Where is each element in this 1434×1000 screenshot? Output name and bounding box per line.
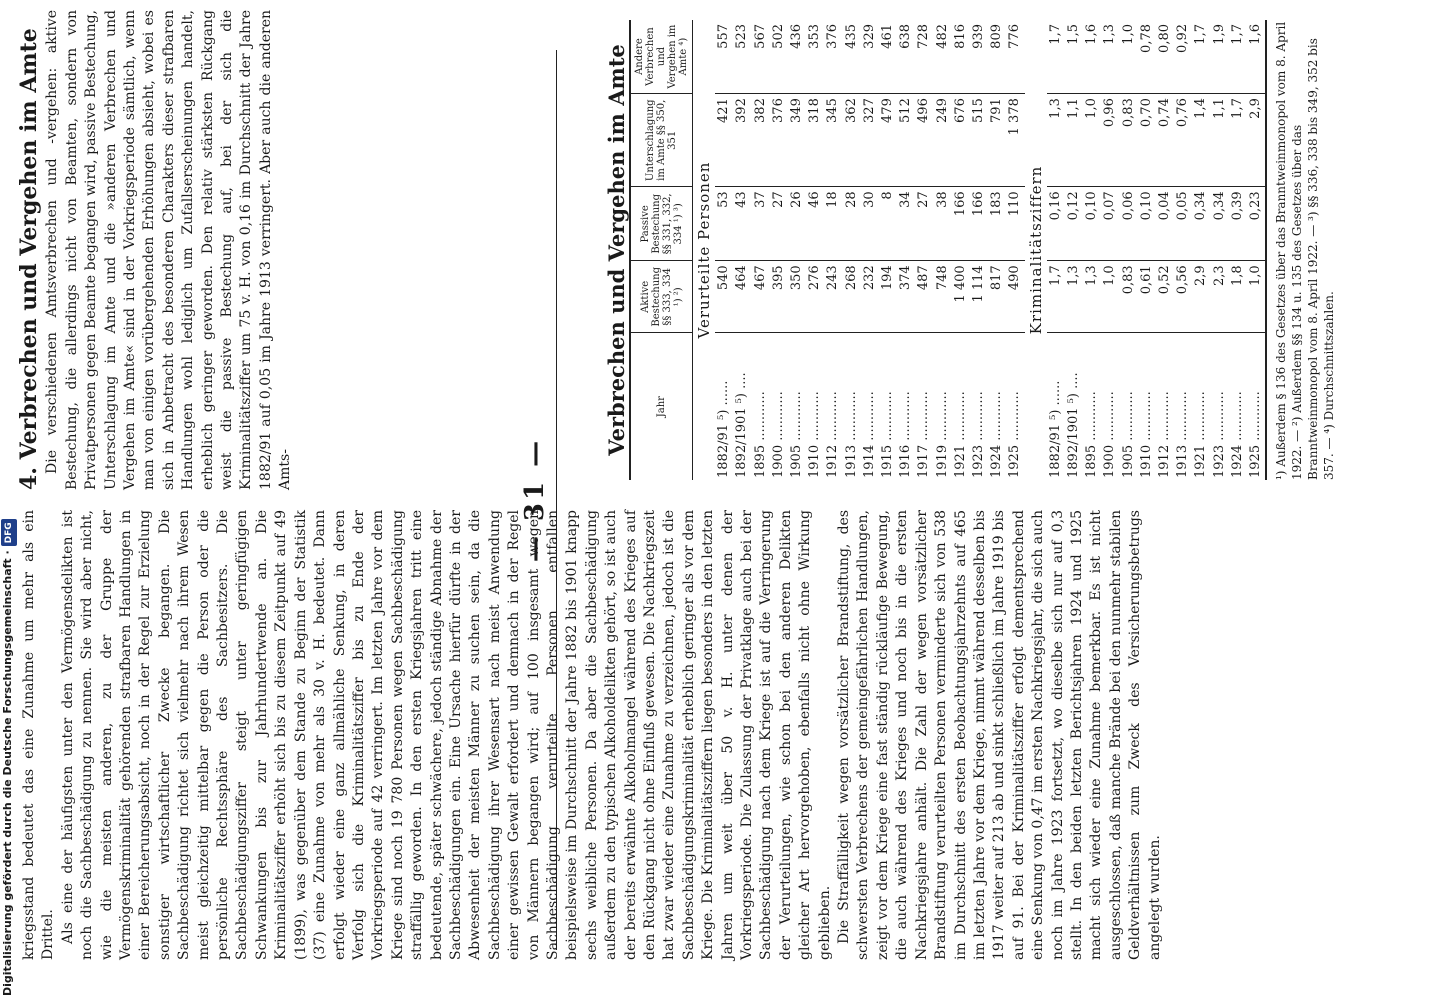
year-cell: 1917 ............ <box>916 391 932 478</box>
value-cell: 776 <box>1006 20 1024 94</box>
statistics-table-block <box>604 20 1337 480</box>
year-cell: 1892/1901 ⁵) .... <box>1066 372 1082 478</box>
value-cell: 490 <box>1006 261 1024 333</box>
digitization-credit <box>0 0 16 1000</box>
table-row <box>770 20 788 480</box>
value-cell: 939 <box>970 20 988 94</box>
value-cell: 1,0 <box>1083 94 1101 187</box>
column-header: Jahr <box>630 333 693 480</box>
value-cell: 1,7 <box>1047 20 1065 94</box>
year-cell: 1900 ............ <box>1102 391 1118 478</box>
value-cell: 34 <box>897 187 915 261</box>
value-cell: 817 <box>988 261 1006 333</box>
right-text-column <box>16 10 296 490</box>
table-row <box>1229 20 1247 480</box>
value-cell: 791 <box>988 94 1006 187</box>
value-cell: 0,92 <box>1174 20 1192 94</box>
value-cell: 395 <box>770 261 788 333</box>
value-cell: 557 <box>715 20 733 94</box>
value-cell: 26 <box>788 187 806 261</box>
paragraph: Die verschiedenen Amtsverbrechen und -vergehen: aktive Bestechung, die allerdings nicht von Beamten, sondern von Privatpersonen gegen Beamte begangen wird, passive Bestechung, Unterschlagung im Amte und die »anderen Verbrechen und Vergehen im Amte« sind in der Vorkriegsperiode sämtlich, wenn man von einigen vorübergehenden Erhöhungen absieht, wobei es sich in Anbetracht des besonderen Charakters dieser strafbaren Handlungen wohl lediglich um Zufallserscheinungen handelt, erheblich geringer geworden. Den relativ stärksten Rückgang weist die passive Bestechung auf, bei der sich die Kriminalitätsziffer um 75 v. H. von 0,16 im Durchschnitt der Jahre 1882/91 auf 0,05 im Jahre 1913 verringert. Aber auch die anderen Amts- <box>44 10 294 490</box>
table-row <box>970 20 988 480</box>
paragraph: Die Straffälligkeit wegen vorsätzlicher Brandstiftung, des schwersten Verbrechens der gemeingefährlichen Handlungen, zeigt vor dem Kriege eine fast ständig rückläufige Bewegung, die auch während des Krieges und noch bis in die ersten Nachkriegsjahre anhält. Die Zahl der wegen vorsätzlicher Brandstiftung verurteilten Personen verminderte sich von 538 im Durchschnitt des ersten Beobachtungsjahrzehnts auf 465 im letzten Jahre vor dem Kriege, nimmt während desselben bis 1917 weiter auf 213 ab und sinkt schließlich im Jahre 1919 bis auf 91. Bei der Kriminalitätsziffer erfolgt dementsprechend eine Senkung von 0,47 im ersten Nachkriegsjahr, die sich auch noch im Jahre 1923 fortsetzt, wo dieselbe sich nur auf 0,3 stellt. In den beiden letzten Berichtsjahren 1924 und 1925 macht sich wieder eine Zunahme bemerkbar. Es ist nicht ausgeschlossen, daß manche Brände bei den nunmehr stabilen Geldverhältnissen zum Zweck des Versicherungsbetrugs angelegt wurden. <box>836 510 1163 960</box>
value-cell: 1,5 <box>1065 20 1083 94</box>
value-cell: 1,1 <box>1065 94 1083 187</box>
value-cell: 0,07 <box>1101 187 1119 261</box>
value-cell: 816 <box>952 20 970 94</box>
table-row <box>1174 20 1192 480</box>
value-cell: 353 <box>806 20 824 94</box>
value-cell: 1,3 <box>1083 261 1101 333</box>
table-row <box>1192 20 1210 480</box>
value-cell: 1 400 <box>952 261 970 333</box>
value-cell: 0,39 <box>1229 187 1247 261</box>
table-row <box>934 20 952 480</box>
year-cell: 1882/91 ⁵) ...... <box>1047 380 1063 478</box>
value-cell: 243 <box>824 261 842 333</box>
credit-text: Digitalisierung gefördert durch die Deutsche Forschungsgemeinschaft · <box>1 550 14 996</box>
value-cell: 43 <box>733 187 751 261</box>
value-cell: 349 <box>788 94 806 187</box>
table-row <box>1006 20 1024 480</box>
value-cell: 8 <box>879 187 897 261</box>
value-cell: 1,3 <box>1047 94 1065 187</box>
value-cell: 1,7 <box>1192 20 1210 94</box>
year-cell: 1919 ............ <box>934 391 950 478</box>
value-cell: 249 <box>934 94 952 187</box>
table-row <box>733 20 751 480</box>
value-cell: 0,10 <box>1138 187 1156 261</box>
value-cell: 676 <box>952 94 970 187</box>
value-cell: 327 <box>861 94 879 187</box>
value-cell: 1,0 <box>1101 261 1119 333</box>
value-cell: 512 <box>897 94 915 187</box>
value-cell: 0,06 <box>1120 187 1138 261</box>
value-cell: 362 <box>843 94 861 187</box>
value-cell: 436 <box>788 20 806 94</box>
value-cell: 1,7 <box>1047 261 1065 333</box>
value-cell: 2,9 <box>1192 261 1210 333</box>
dfg-logo: DFG <box>1 519 17 546</box>
value-cell: 0,04 <box>1156 187 1174 261</box>
table-row <box>988 20 1006 480</box>
value-cell: 37 <box>752 187 770 261</box>
table-row <box>1138 20 1156 480</box>
table-row <box>752 20 770 480</box>
value-cell: 350 <box>788 261 806 333</box>
value-cell: 374 <box>897 261 915 333</box>
table-row <box>861 20 879 480</box>
value-cell: 0,83 <box>1120 261 1138 333</box>
value-cell: 392 <box>733 94 751 187</box>
value-cell: 0,96 <box>1101 94 1119 187</box>
year-cell: 1912 ............ <box>825 391 841 478</box>
value-cell: 540 <box>715 261 733 333</box>
value-cell: 0,34 <box>1211 187 1229 261</box>
left-text-column <box>20 510 1165 960</box>
year-cell: 1921 ............ <box>1193 391 1209 478</box>
value-cell: 2,3 <box>1211 261 1229 333</box>
value-cell: 0,23 <box>1247 187 1266 261</box>
value-cell: 0,12 <box>1065 187 1083 261</box>
paragraph: kriegsstand bedeutet das eine Zunahme um mehr als ein Drittel. <box>21 510 57 960</box>
value-cell: 435 <box>843 20 861 94</box>
value-cell: 1,0 <box>1120 20 1138 94</box>
value-cell: 461 <box>879 20 897 94</box>
value-cell: 2,9 <box>1247 94 1266 187</box>
value-cell: 276 <box>806 261 824 333</box>
value-cell: 183 <box>988 187 1006 261</box>
value-cell: 0,52 <box>1156 261 1174 333</box>
value-cell: 1,9 <box>1211 20 1229 94</box>
table-row <box>1101 20 1119 480</box>
value-cell: 18 <box>824 187 842 261</box>
value-cell: 110 <box>1006 187 1024 261</box>
table-row <box>1120 20 1138 480</box>
year-cell: 1912 ............ <box>1157 391 1173 478</box>
value-cell: 0,10 <box>1083 187 1101 261</box>
value-cell: 809 <box>988 20 1006 94</box>
table-header-row <box>630 20 693 480</box>
value-cell: 1,6 <box>1247 20 1266 94</box>
year-cell: 1892/1901 ⁵) .... <box>734 372 750 478</box>
table-row <box>788 20 806 480</box>
year-cell: 1924 ............ <box>989 391 1005 478</box>
value-cell: 467 <box>752 261 770 333</box>
value-cell: 421 <box>715 94 733 187</box>
value-cell: 0,61 <box>1138 261 1156 333</box>
year-cell: 1895 ............ <box>1084 391 1100 478</box>
value-cell: 194 <box>879 261 897 333</box>
value-cell: 0,05 <box>1174 187 1192 261</box>
value-cell: 0,78 <box>1138 20 1156 94</box>
year-cell: 1895 ............ <box>752 391 768 478</box>
value-cell: 0,34 <box>1192 187 1210 261</box>
value-cell: 1 378 <box>1006 94 1024 187</box>
value-cell: 1,3 <box>1101 20 1119 94</box>
table-row <box>1083 20 1101 480</box>
value-cell: 318 <box>806 94 824 187</box>
year-cell: 1905 ............ <box>1120 391 1136 478</box>
value-cell: 329 <box>861 20 879 94</box>
statistics-table <box>629 20 1267 480</box>
table-row <box>915 20 933 480</box>
year-cell: 1916 ............ <box>898 391 914 478</box>
value-cell: 464 <box>733 261 751 333</box>
table-row <box>1156 20 1174 480</box>
table-section-header <box>693 20 716 480</box>
table-footnotes: ¹) Außerdem § 136 des Gesetzes über das Branntweinmonopol vom 8. April 1922. — ²) Außerdem §§ 134 u. 135 des Gesetzes über das Branntweinmonopol vom 8. April 1922. — ³) §§ 336, 338 bis 349, 352 bis 357. — ⁴) Durchschnittszahlen. <box>1274 21 1337 480</box>
value-cell: 46 <box>806 187 824 261</box>
table-row <box>843 20 861 480</box>
value-cell: 638 <box>897 20 915 94</box>
value-cell: 523 <box>733 20 751 94</box>
value-cell: 567 <box>752 20 770 94</box>
year-cell: 1925 ............ <box>1247 333 1266 480</box>
value-cell: 166 <box>970 187 988 261</box>
value-cell: 496 <box>915 94 933 187</box>
table-section-header <box>1025 20 1047 480</box>
value-cell: 268 <box>843 261 861 333</box>
value-cell: 376 <box>770 94 788 187</box>
value-cell: 728 <box>915 20 933 94</box>
year-cell: 1923 ............ <box>1211 391 1227 478</box>
section-label: Kriminalitätsziffern <box>1026 165 1045 335</box>
value-cell: 376 <box>824 20 842 94</box>
table-row <box>897 20 915 480</box>
year-cell: 1914 ............ <box>861 391 877 478</box>
value-cell: 27 <box>770 187 788 261</box>
year-cell: 1905 ............ <box>789 391 805 478</box>
value-cell: 382 <box>752 94 770 187</box>
year-cell: 1915 ............ <box>880 391 896 478</box>
value-cell: 166 <box>952 187 970 261</box>
year-cell: 1900 ............ <box>770 391 786 478</box>
table-row <box>1047 20 1065 480</box>
value-cell: 30 <box>861 187 879 261</box>
value-cell: 479 <box>879 94 897 187</box>
paragraph: Als eine der häufigsten unter den Vermögensdelikten ist noch die Sachbeschädigung zu nennen. Sie wird aber nicht, wie die meisten anderen, zu der Gruppe der Vermögenskriminalität gehörenden strafbaren Handlungen in einer Bereicherungsabsicht, noch in der Regel zur Erzielung sonstiger wirtschaftlicher Zwecke begangen. Die Sachbeschädigung richtet sich vielmehr nach ihrem Wesen meist gleichzeitig mittelbar gegen die Person oder die persönliche Rechtssphäre des Sachbesitzers. Die Sachbeschädigungsziffer steigt unter geringfügigen Schwankungen bis zur Jahrhundertwende an. Die Kriminalitätsziffer erhöht sich bis zu diesem Zeitpunkt auf 49 (1899), was gegenüber dem Stande zu Beginn der Statistik (37) eine Zunahme von mehr als 30 v. H. bedeutet. Dann erfolgt wieder eine ganz allmähliche Senkung, in deren Verfolg sich die Kriminalitätsziffer bis zu Ende der Vorkriegsperiode auf 42 verringert. Im letzten Jahre vor dem Kriege sind noch 19 780 Personen wegen Sachbeschädigung straffällig geworden. In den ersten Kriegsjahren tritt eine bedeutende, später schwächere, jedoch ständige Abnahme der Sachbeschädigungen ein. Eine Ursache hierfür dürfte in der Abwesenheit der meisten Männer zu suchen sein, da die Sachbeschädigung ihrer Wesensart nach meist Anwendung einer gewissen Gewalt erfordert und demnach in der Regel von Männern begangen wird; auf 100 insgesamt wegen Sachbeschädigung verurteilte Personen entfallen beispielsweise im Durchschnitt der Jahre 1882 bis 1901 knapp sechs weibliche Personen. Da aber die Sachbeschädigung außerdem zu den typischen Alkoholdelikten gehört, so ist auch der bereits erwähnte Alkoholmangel während des Krieges auf den Rückgang nicht ohne Einfluß gewesen. Die Nachkriegszeit hat zwar wieder eine Zunahme zu verzeichnen, jedoch ist die Sachbeschädigungskriminalität erheblich geringer als vor dem Kriege. Die Kriminalitätsziffern liegen besonders in den letzten Jahren um weit über 50 v. H. unter denen der Vorkriegsperiode. Die Zulassung der Privatklage auch bei der Sachbeschädigung nach dem Kriege ist auf die Verringerung der Verurteilungen, wie schon bei den anderen Delikten gleicher Art hervorgehoben, ebenfalls nicht ohne Wirkung geblieben. <box>59 510 833 960</box>
year-cell: 1924 ............ <box>1229 391 1245 478</box>
value-cell: 487 <box>915 261 933 333</box>
column-header: Passive Bestechung §§ 331, 332, 334 ¹) ³) <box>630 187 693 261</box>
table-row <box>1211 20 1229 480</box>
year-cell: 1923 ............ <box>971 391 987 478</box>
column-header: Unterschlagung im Amte §§ 350, 351 <box>630 94 693 187</box>
table-row <box>824 20 842 480</box>
value-cell: 1,8 <box>1229 261 1247 333</box>
value-cell: 748 <box>934 261 952 333</box>
column-header: Aktive Bestechung §§ 333, 334 ¹) ²) <box>630 261 693 333</box>
table-row <box>879 20 897 480</box>
value-cell: 0,74 <box>1156 94 1174 187</box>
table-body-persons <box>693 20 1025 480</box>
value-cell: 0,56 <box>1174 261 1192 333</box>
year-cell: 1913 ............ <box>1175 391 1191 478</box>
table-row <box>806 20 824 480</box>
year-cell: 1925 ............ <box>1007 391 1023 478</box>
value-cell: 515 <box>970 94 988 187</box>
value-cell: 53 <box>715 187 733 261</box>
table-title: Verbrechen und Vergehen im Amte <box>604 44 629 456</box>
section-title: 4. Verbrechen und Vergehen im Amte <box>16 28 42 490</box>
value-cell: 0,16 <box>1047 187 1065 261</box>
value-cell: 28 <box>843 187 861 261</box>
value-cell: 0,80 <box>1156 20 1174 94</box>
value-cell: 482 <box>934 20 952 94</box>
year-cell: 1910 ............ <box>1138 391 1154 478</box>
value-cell: 27 <box>915 187 933 261</box>
section-label: Verurteilte Personen <box>695 161 713 339</box>
year-cell: 1913 ............ <box>843 391 859 478</box>
value-cell: 0,70 <box>1138 94 1156 187</box>
year-cell: 1882/91 ⁵) ...... <box>716 380 732 478</box>
value-cell: 0,76 <box>1174 94 1192 187</box>
value-cell: 345 <box>824 94 842 187</box>
value-cell: 1,6 <box>1083 20 1101 94</box>
value-cell: 1 114 <box>970 261 988 333</box>
year-cell: 1921 ............ <box>952 391 968 478</box>
table-body-rates <box>1025 20 1267 480</box>
page-number: — 31 — <box>520 437 550 563</box>
year-cell: 1910 ............ <box>807 391 823 478</box>
value-cell: 232 <box>861 261 879 333</box>
value-cell: 1,3 <box>1065 261 1083 333</box>
value-cell: 1,1 <box>1211 94 1229 187</box>
value-cell: 0,83 <box>1120 94 1138 187</box>
value-cell: 502 <box>770 20 788 94</box>
value-cell: 38 <box>934 187 952 261</box>
value-cell: 1,7 <box>1229 20 1247 94</box>
column-header: Andere Verbrechen und Vergehen im Amte ⁴) <box>630 20 693 94</box>
table-row <box>952 20 970 480</box>
value-cell: 1,0 <box>1247 261 1266 333</box>
table-row <box>1247 20 1266 480</box>
table-row <box>715 20 733 480</box>
value-cell: 1,7 <box>1229 94 1247 187</box>
table-row <box>1065 20 1083 480</box>
value-cell: 1,4 <box>1192 94 1210 187</box>
